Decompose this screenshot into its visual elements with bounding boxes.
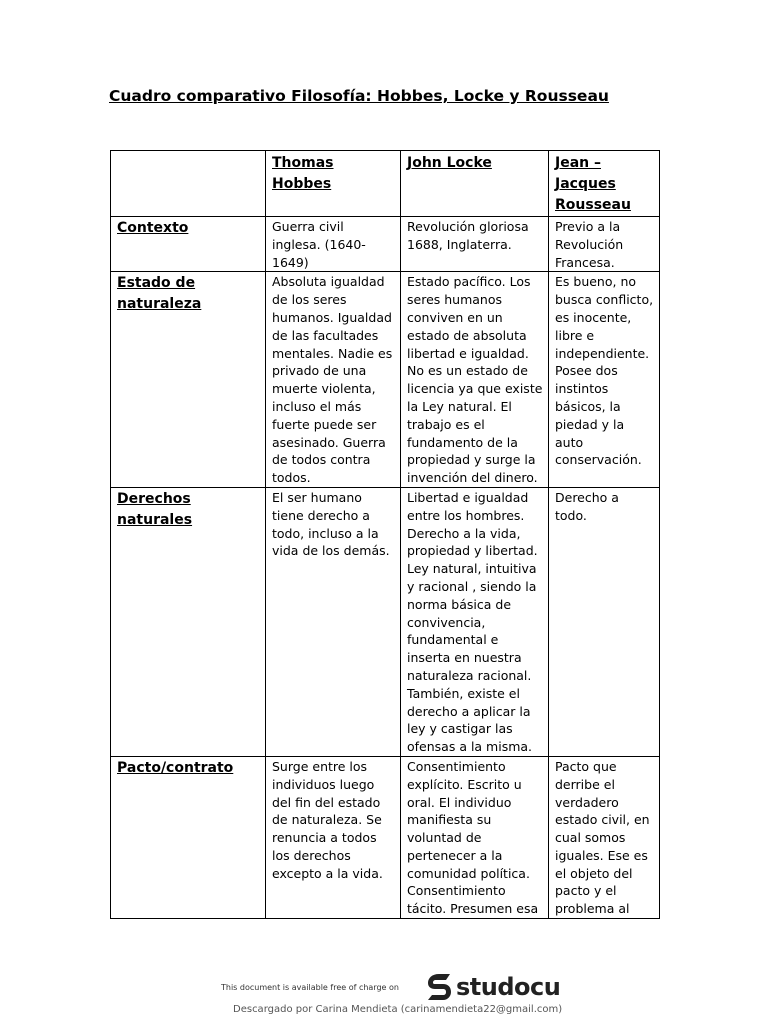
cell-locke: Consentimiento explícito. Escrito u oral. El individuo manifiesta su voluntad de pertenecer a la comunidad política. Consentimiento tácito. Presumen esa (401, 756, 549, 918)
row-label-pacto-contrato: Pacto/contrato (111, 756, 266, 918)
cell-rousseau: Es bueno, no busca conflicto, es inocente, libre e independiente. Posee dos instintos básicos, la piedad y la auto conservación. (549, 272, 660, 488)
cell-hobbes: Surge entre los individuos luego del fin del estado de naturaleza. Se renuncia a todos los derechos excepto a la vida. (266, 756, 401, 918)
table-row (111, 217, 660, 272)
cell-hobbes: Absoluta igualdad de los seres humanos. Igualdad de las facultades mentales. Nadie es privado de una muerte violenta, incluso el más fuerte puede ser asesinado. Guerra de todos contra todos. (266, 272, 401, 488)
cell-rousseau: Pacto que derribe el verdadero estado civil, en cual somos iguales. Ese es el objeto del pacto y el problema al (549, 756, 660, 918)
row-label-estado-naturaleza: Estado de naturaleza (111, 272, 266, 488)
table-row (111, 487, 660, 756)
studocu-logo-icon (424, 972, 454, 1002)
download-credit: Descargado por Carina Mendieta (carinamendieta22@gmail.com) (233, 1004, 563, 1015)
cell-hobbes: El ser humano tiene derecho a todo, incluso a la vida de los demás. (266, 487, 401, 756)
availability-notice: This document is available free of charge on (221, 983, 399, 992)
cell-hobbes: Guerra civil inglesa. (1640-1649) (266, 217, 401, 272)
header-cell-rousseau: Jean – Jacques Rousseau (549, 151, 660, 217)
comparison-table (110, 150, 660, 919)
table-row (111, 756, 660, 918)
row-label-derechos-naturales: Derechos naturales (111, 487, 266, 756)
header-cell-empty (111, 151, 266, 217)
studocu-logo[interactable] (424, 971, 560, 1003)
header-cell-hobbes: Thomas Hobbes (266, 151, 401, 217)
document-title: Cuadro comparativo Filosofía: Hobbes, Locke y Rousseau (109, 87, 609, 105)
header-cell-locke: John Locke (401, 151, 549, 217)
table-header-row (111, 151, 660, 217)
table-row (111, 272, 660, 488)
cell-locke: Libertad e igualdad entre los hombres. Derecho a la vida, propiedad y libertad. Ley natural, intuitiva y racional , siendo la norma básica de convivencia, fundamental e inserta en nuestra naturaleza racional. También, existe el derecho a aplicar la ley y castigar las ofensas a la misma. (401, 487, 549, 756)
studocu-brand-text: studocu (456, 973, 561, 1001)
cell-locke: Estado pacífico. Los seres humanos conviven en un estado de absoluta libertad e igualdad. No es un estado de licencia ya que existe la Ley natural. El trabajo es el fundamento de la propiedad y surge la invención del dinero. (401, 272, 549, 488)
cell-locke: Revolución gloriosa 1688, Inglaterra. (401, 217, 549, 272)
row-label-contexto: Contexto (111, 217, 266, 272)
cell-rousseau: Derecho a todo. (549, 487, 660, 756)
cell-rousseau: Previo a la Revolución Francesa. (549, 217, 660, 272)
